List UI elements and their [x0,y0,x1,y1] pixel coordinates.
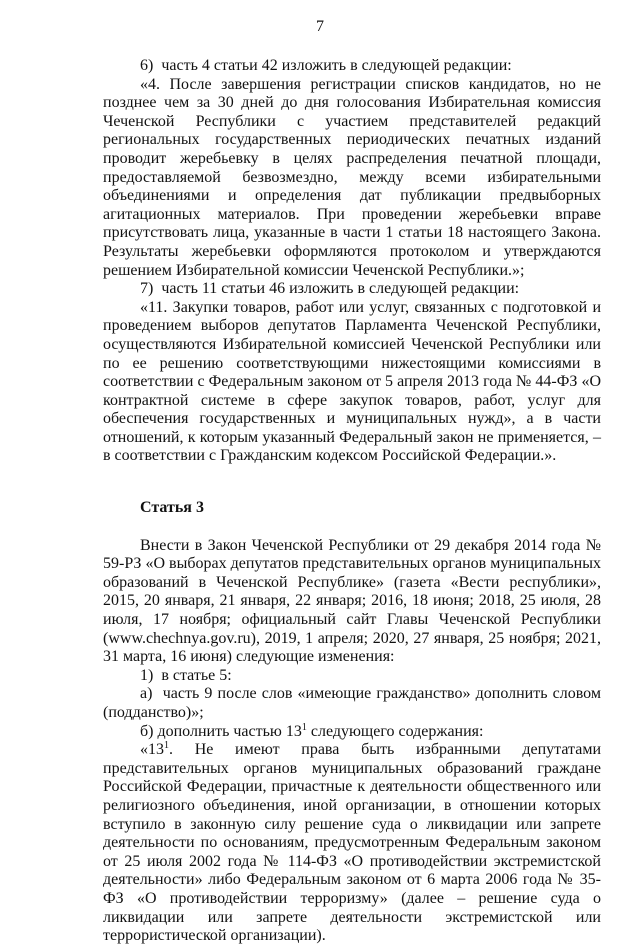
document-body [103,57,601,946]
paragraph-q2: 1) в статье 5: [140,666,232,684]
part-13-1-sup: 1 [301,721,307,733]
paragraph-p4: «11. Закупки товаров, работ или услуг, связанных с подготовкой и проведением выборов депутатов Парламента Чеченской Республики, осуществляются Избирательной комиссией Чеченской Республики или по ее решению соответствующими нижестоящими комиссиями в соответствии с Федеральным законом от 5 апреля 2013 года № 44-ФЗ «О контрактной системе в сфере закупок товаров, работ, услуг для обеспечения государственных и муниципальных нужд», а в части отношений, к которым указанный Федеральный закон не применяется, – в соответствии с Гражданским кодексом Российской Федерации.». [103,298,601,465]
paragraph-quote-13-1 [103,741,601,946]
paragraph-q3: а) часть 9 после слов «имеющие гражданство» дополнить словом (подданство)»; [103,685,601,721]
quote-13-1-sup: 1 [164,740,169,752]
paragraph-q1: Внести в Закон Чеченской Республики от 29 декабря 2014 года № 59-РЗ «О выборах депутатов представительных органов муниципальных образований в Чеченской Республике» (газета «Вести республики», 2015, 20 января, 21 января, 22 января; 2016, 18 июня; 2018, 25 июля, 28 июля, 17 ноября; официальный сайт Главы Чеченской Республики (www.chechnya.gov.ru), 2019, 1 апреля; 2020, 27 января, 25 ноября; 2021, 31 марта, 16 июня) следующие изменения: [103,536,601,666]
part-13-1-before: б) дополнить частью 13 [140,722,302,740]
paragraph-p2: «4. После завершения регистрации списков кандидатов, но не позднее чем за 30 дней до дня голосования Избирательная комиссия Чеченской Республики с участием представителей редакций региональных государственных периодических печатных изданий проводит жеребьевку в целях распределения печатной площади, предоставляемой безвозмездно, между всеми избирательными объединениями и определения дат публикации предвыборных агитационных материалов. При проведении жеребьевки вправе присутствовать лица, указанные в части 1 статьи 18 настоящего Закона. Результаты жеребьевки оформляются протоколом и утверждаются решением Избирательной комиссии Чеченской Республики.»; [103,75,601,279]
article-heading: Статья 3 [140,499,204,517]
article-3-paragraphs [103,537,601,723]
article-2-amendments [103,57,601,466]
quote-13-1-prefix: «13 [140,741,164,759]
paragraph-p3: 7) часть 11 статьи 46 изложить в следующей редакции: [140,280,520,298]
quote-13-1-text: . Не имеют права быть избранными депутатами представительных органов муниципальных образований граждане Российской Федерации, причастные к деятельности общественного или религиозного объединения, иной организации, в отношении которых вступило в законную силу решение суда о ликвидации или запрете деятельности по основаниям, предусмотренным Федеральным законом от 25 июля 2002 года № 114-ФЗ «О противодействии экстремистской деятельности» либо Федеральным законом от 6 марта 2006 года № 35-ФЗ «О противодействии терроризму» (далее – решение суда о ликвидации или запрете деятельности экстремистской или террористической организации). [103,741,601,945]
part-13-1-after: следующего содержания: [306,722,484,740]
page-number: 7 [316,18,324,35]
paragraph-part-13-1 [103,723,601,742]
paragraph-p1: 6) часть 4 статьи 42 изложить в следующей редакции: [140,57,512,74]
